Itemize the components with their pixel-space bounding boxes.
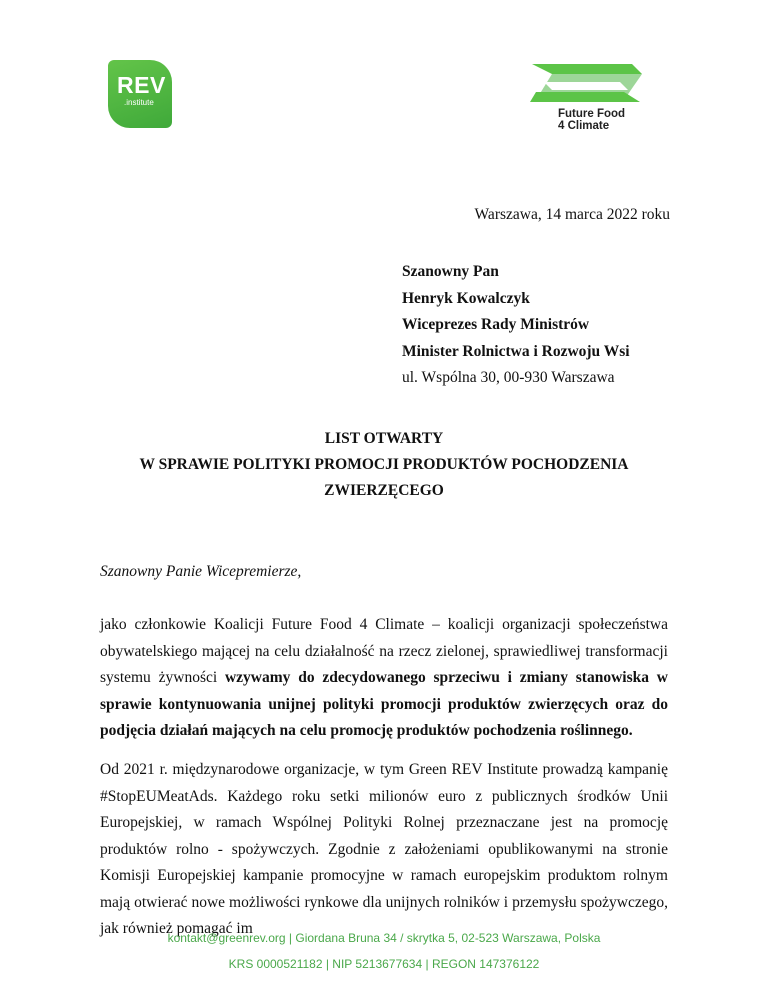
paragraph-1-text: jako członkowie Koalicji Future Food 4 Climate – koalicji organizacji społeczeństwa obywatelskiego mającej na celu działalność na rzecz zielonej, sprawiedliwej transformacji systemu żywności [100, 616, 668, 686]
recipient-name: Henryk Kowalczyk [402, 289, 530, 307]
letter-salutation: Szanowny Panie Wicepremierze, [100, 563, 302, 580]
rev-logo-text: REV [117, 72, 166, 98]
future-food-logo-line2: 4 Climate [558, 120, 610, 132]
future-food-4-climate-logo [528, 60, 644, 132]
rev-institute-logo [108, 60, 172, 128]
recipient-title: Wiceprezes Rady Ministrów [402, 316, 590, 333]
paragraph-2: Od 2021 r. międzynarodowe organizacje, w tym Green REV Institute prowadzą kampanię #StopEUMeatAds. Każdego roku setki milionów euro z publicznych środków Unii Europejskiej, w ramach Wspólnej Polityki Rolnej przeznaczane jest na promocję produktów rolno - spożywczych. Zgodnie z założeniami opublikowanymi na stronie Komisji Europejskiej kampanie promocyjne w ramach europejskim produktom rolnym mają otwierać nowe możliwości rynkowe dla unijnych rolników i przemysłu spożywczego, jak również pomagać im [100, 761, 668, 937]
footer-registry: KRS 0000521182 | NIP 5213677634 | REGON 147376122 [228, 957, 540, 971]
rev-logo-subtext: .institute [124, 98, 154, 107]
letter-title-line2: W SPRAWIE POLITYKI PROMOCJI PRODUKTÓW POCHODZENIA [139, 456, 629, 473]
letter-title-line1: LIST OTWARTY [324, 430, 444, 447]
future-food-logo-text [558, 108, 625, 132]
recipient-block [402, 259, 630, 392]
letter-date: Warszawa, 14 marca 2022 roku [474, 206, 670, 223]
paragraph-1-bold-text: wzywamy do zdecydowanego sprzeciwu i zmiany stanowiska w sprawie kontynuowania unijnej polityki promocji produktów zwierzęcych oraz do podjęcia działań mających na celu promocję produktów pochodzenia roślinnego. [100, 669, 668, 739]
paragraph-1 [100, 612, 668, 745]
letter-title-line3: ZWIERZĘCEGO [324, 482, 444, 499]
future-food-logo-line1: Future Food [558, 108, 626, 120]
letter-title [100, 426, 668, 504]
future-food-emblem-icon [528, 60, 644, 106]
recipient-address: ul. Wspólna 30, 00-930 Warszawa [402, 369, 615, 386]
footer-contact: kontakt@greenrev.org | Giordana Bruna 34 / skrytka 5, 02-523 Warszawa, Polska [167, 931, 601, 945]
recipient-ministry: Minister Rolnictwa i Rozwoju Wsi [402, 342, 630, 360]
recipient-salutation-line: Szanowny Pan [402, 263, 499, 280]
